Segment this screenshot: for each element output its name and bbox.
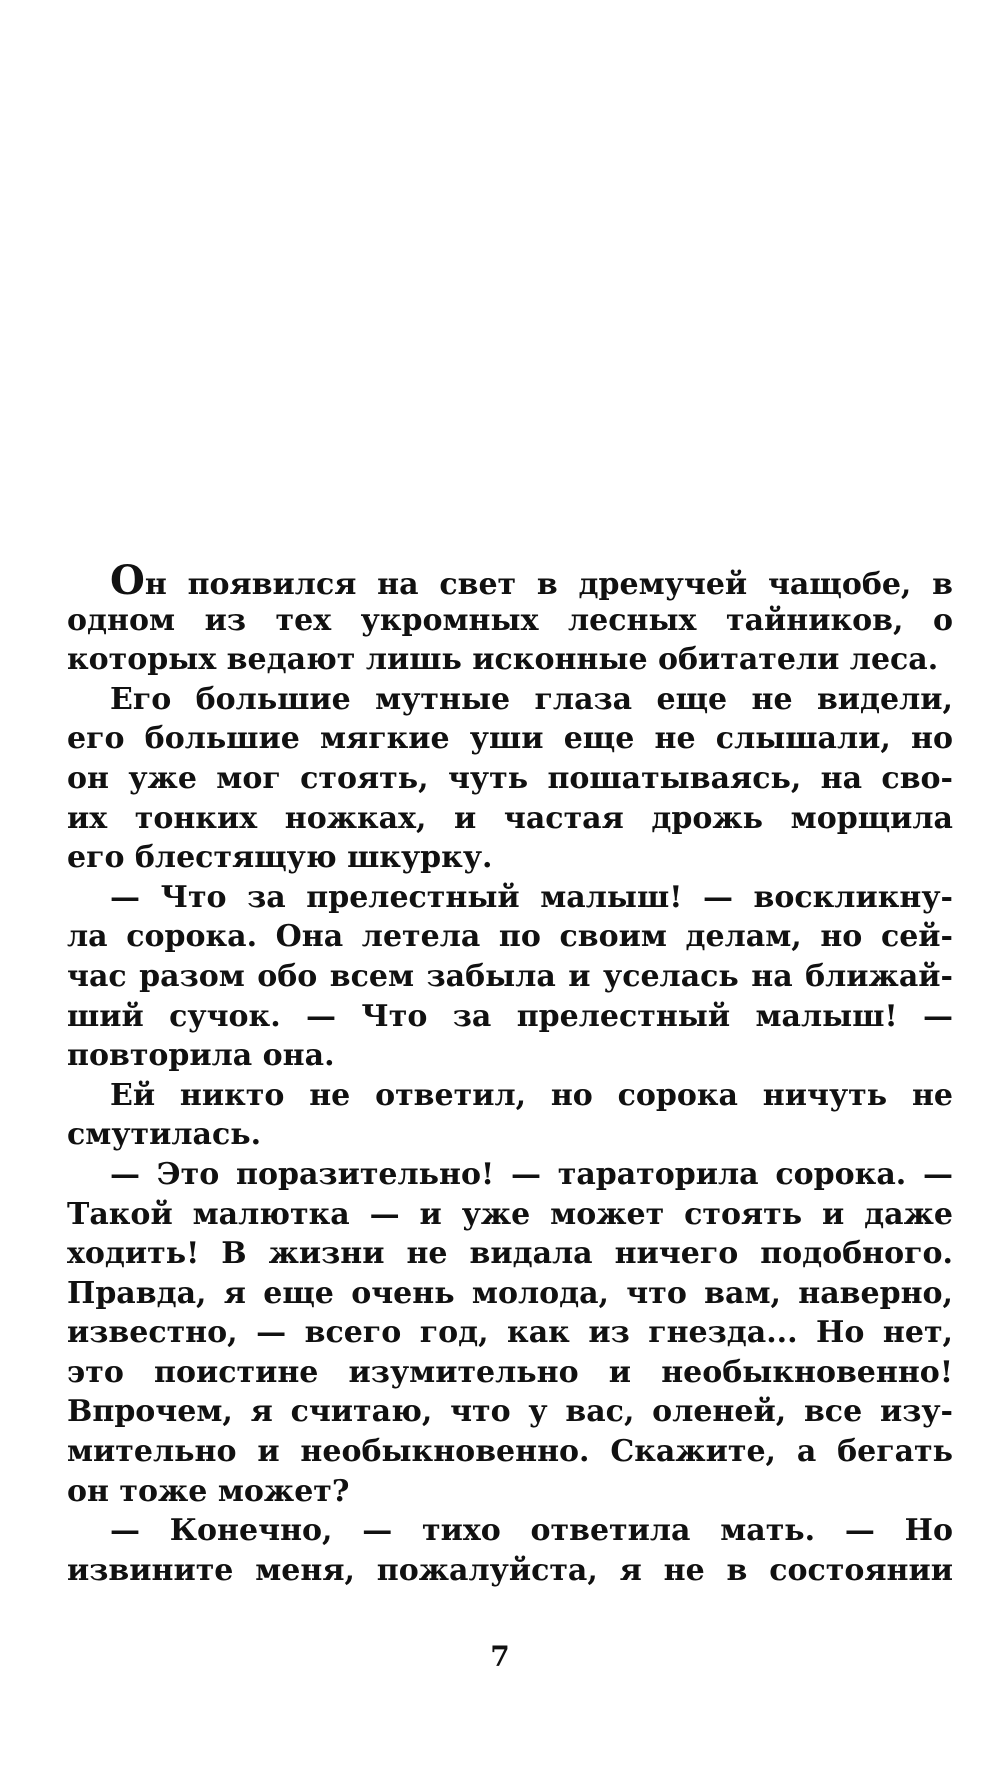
text-line: смутилась. bbox=[67, 1117, 262, 1153]
text-line: Впрочем, я считаю, что у вас, оленей, все изу- bbox=[67, 1394, 953, 1430]
text-line: Его большие мутные глаза еще не видели, bbox=[110, 681, 953, 717]
body-text bbox=[67, 557, 953, 1590]
paragraph bbox=[67, 680, 953, 878]
text-line: Правда, я еще очень молода, что вам, наверно, bbox=[67, 1275, 953, 1311]
paragraph bbox=[67, 878, 953, 1076]
text-line: час разом обо всем забыла и уселась на ближай- bbox=[67, 958, 953, 994]
text-line: он тоже может? bbox=[67, 1473, 350, 1509]
text-line: Он появился на свет в дремучей чащобе, в bbox=[110, 557, 953, 604]
text-line: его блестящую шкурку. bbox=[67, 840, 493, 876]
page-number: 7 bbox=[490, 1640, 510, 1673]
text-line: одном из тех укромных лесных тайников, о bbox=[67, 602, 953, 638]
text-line: — Конечно, — тихо ответила мать. — Но bbox=[110, 1513, 953, 1549]
text-line: которых ведают лишь исконные обитатели леса. bbox=[67, 642, 939, 678]
initial-letter: О bbox=[110, 557, 145, 604]
text-line: известно, — всего год, как из гнезда... Но нет, bbox=[67, 1315, 953, 1351]
text-line: Такой малютка — и уже может стоять и даже bbox=[67, 1196, 953, 1232]
text-line: он уже мог стоять, чуть пошатываясь, на сво- bbox=[67, 760, 953, 796]
text-line: Ей никто не ответил, но сорока ничуть не bbox=[110, 1077, 953, 1113]
text-line: извините меня, пожалуйста, я не в состоянии bbox=[67, 1552, 953, 1588]
text-line: — Что за прелестный малыш! — воскликну- bbox=[110, 879, 953, 915]
text-line: ла сорока. Она летела по своим делам, но сей- bbox=[67, 919, 953, 955]
paragraph bbox=[67, 1155, 953, 1511]
text-line: повторила она. bbox=[67, 1038, 335, 1074]
text-line: его большие мягкие уши еще не слышали, но bbox=[67, 721, 953, 757]
paragraph bbox=[67, 557, 953, 680]
text-line: мительно и необыкновенно. Скажите, а бегать bbox=[67, 1434, 953, 1470]
text-line: их тонких ножках, и частая дрожь морщила bbox=[67, 800, 953, 836]
text-line: ший сучок. — Что за прелестный малыш! — bbox=[67, 998, 953, 1034]
text-line: ходить! В жизни не видала ничего подобного. bbox=[67, 1236, 953, 1272]
text-line: — Это поразительно! — тараторила сорока. — bbox=[110, 1156, 953, 1192]
paragraph bbox=[67, 1511, 953, 1590]
paragraph bbox=[67, 1076, 953, 1155]
text-line: это поистине изумительно и необыкновенно! bbox=[67, 1354, 953, 1390]
